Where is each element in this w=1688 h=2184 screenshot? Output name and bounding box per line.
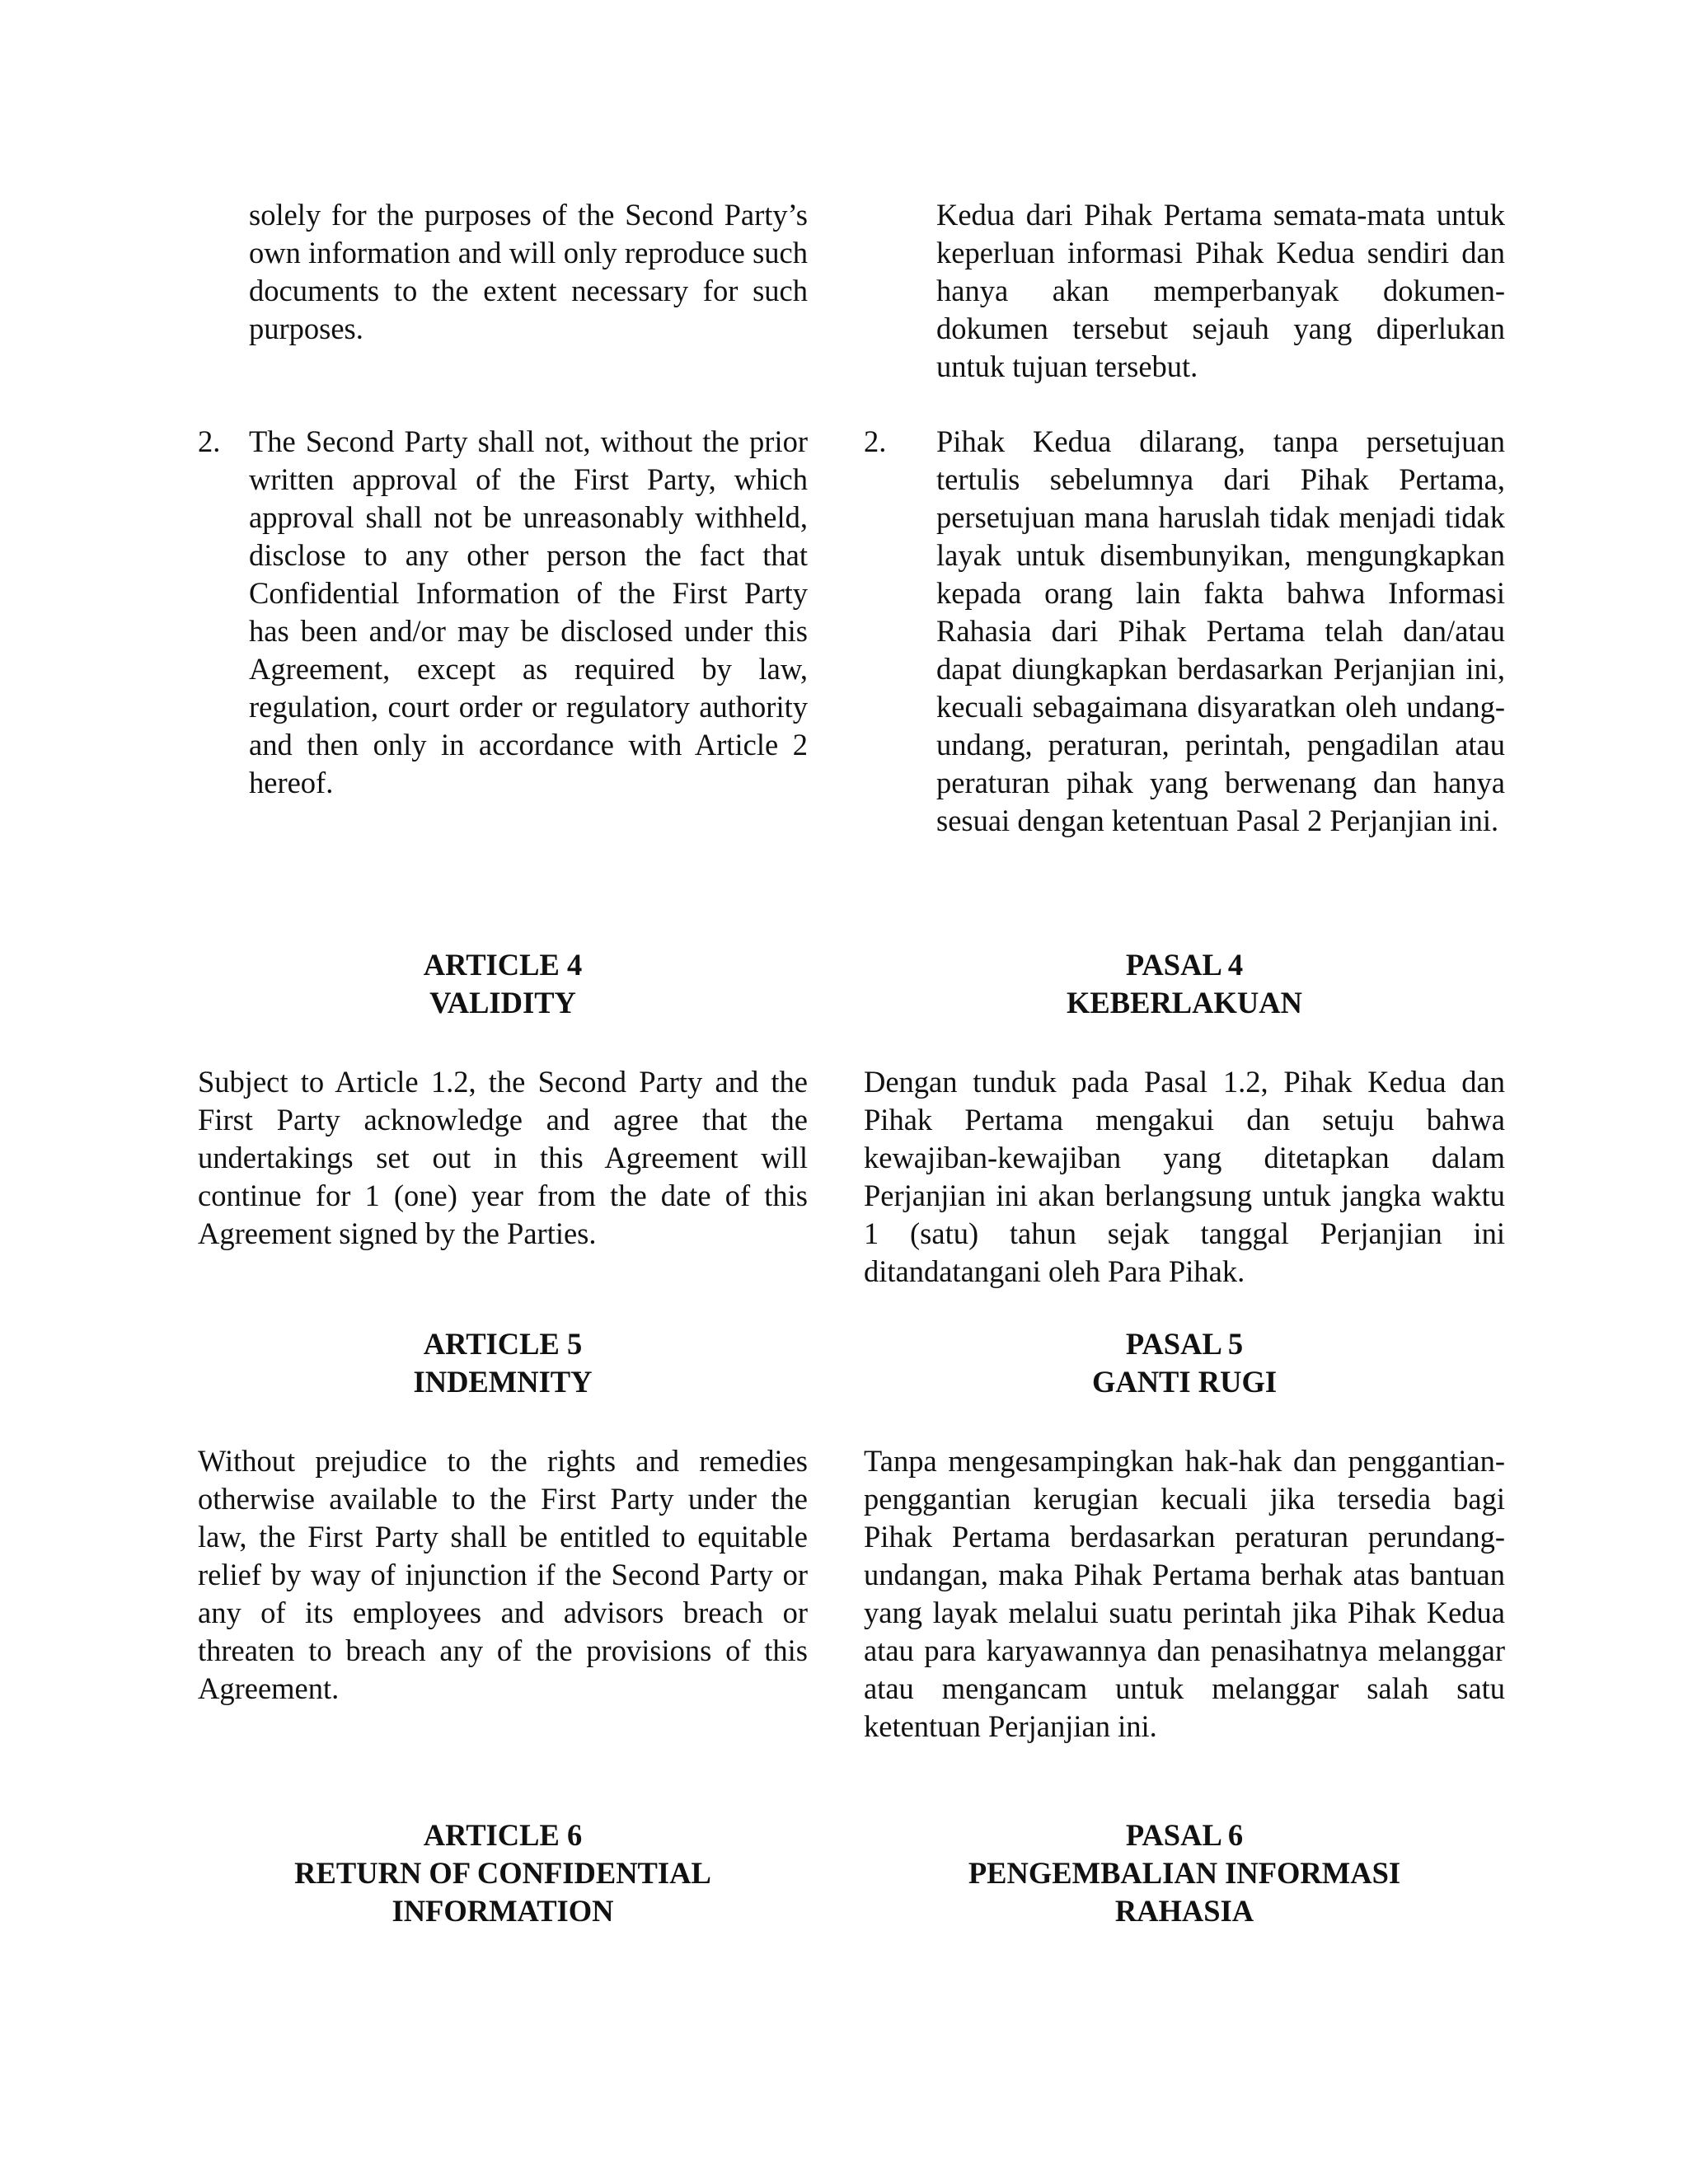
article-4-text-id: Dengan tunduk pada Pasal 1.2, Pihak Kedua dan Pihak Pertama mengakui dan setuju bahwa kewajiban-kewajiban yang ditetapkan dalam Perjanjian ini akan berlangsung untuk jangka waktu 1 (satu) tahun sejak tanggal Perjanjian ini ditandatangani oleh Para Pihak. <box>864 1065 1505 1288</box>
article-title-line-2: RAHASIA <box>1114 1894 1254 1928</box>
clause-number: 2. <box>198 424 221 458</box>
continued-paragraph-id: Kedua dari Pihak Pertama semata-mata untuk keperluan informasi Pihak Kedua sendiri dan hanya akan memperbanyak dokumen-dokumen tersebut sejauh yang diperlukan untuk tujuan tersebut. <box>936 198 1505 383</box>
clause-2-id <box>864 423 1505 840</box>
article-number: ARTICLE 4 <box>423 948 583 982</box>
clause-text: Pihak Kedua dilarang, tanpa persetujuan tertulis sebelumnya dari Pihak Pertama, persetujuan mana haruslah tidak menjadi tidak layak untuk disembunyikan, mengungkapkan kepada orang lain fakta bahwa Informasi Rahasia dari Pihak Pertama telah dan/atau dapat diungkapkan berdasarkan Perjanjian ini, kecuali sebagaimana disyaratkan oleh undang-undang, peraturan, perintah, pengadilan atau peraturan pihak yang berwenang dan hanya sesuai dengan ketentuan Pasal 2 Perjanjian ini. <box>936 424 1505 837</box>
article-number: ARTICLE 5 <box>423 1327 583 1361</box>
article-number: PASAL 5 <box>1125 1327 1244 1361</box>
article-5-heading-en <box>198 1325 808 1401</box>
article-5-text-en: Without prejudice to the rights and remedies otherwise available to the First Party under the law, the First Party shall be entitled to equitable relief by way of injunction if the Second Party or any of its employees and advisors breach or threaten to breach any of the provisions of this Agreement. <box>198 1444 808 1705</box>
article-5-heading-id <box>864 1325 1505 1401</box>
article-title: VALIDITY <box>429 986 576 1019</box>
article-title-line-1: PENGEMBALIAN INFORMASI <box>968 1856 1401 1890</box>
article-title-line-1: RETURN OF CONFIDENTIAL <box>294 1856 711 1890</box>
article-title: INDEMNITY <box>413 1365 593 1399</box>
article-title-line-2: INFORMATION <box>392 1894 614 1928</box>
article-4-heading-en <box>198 946 808 1022</box>
clause-text: The Second Party shall not, without the prior written approval of the First Party, which approval shall not be unreasonably withheld, disclose to any other person the fact that Confidential Information of the First Party has been and/or may be disclosed under this Agreement, except as required by law, regulation, court order or regulatory authority and then only in accordance with Article 2 hereof. <box>249 424 808 799</box>
clause-number: 2. <box>864 424 887 458</box>
article-6-heading-en <box>198 1816 808 1930</box>
article-5-text-id: Tanpa mengesampingkan hak-hak dan penggantian-penggantian kerugian kecuali jika tersedia bagi Pihak Pertama berdasarkan peraturan perundang-undangan, maka Pihak Pertama berhak atas bantuan yang layak melalui suatu perintah jika Pihak Kedua atau para karyawannya dan penasihatnya melanggar atau mengancam untuk melanggar salah satu ketentuan Perjanjian ini. <box>864 1444 1505 1743</box>
article-number: PASAL 4 <box>1125 948 1244 982</box>
article-6-heading-id <box>864 1816 1505 1930</box>
article-4-text-en: Subject to Article 1.2, the Second Party and the First Party acknowledge and agree that the undertakings set out in this Agreement will continue for 1 (one) year from the date of this Agreement signed by the Parties. <box>198 1065 808 1250</box>
article-4-heading-id <box>864 946 1505 1022</box>
article-number: ARTICLE 6 <box>423 1818 583 1852</box>
clause-2-en <box>198 423 808 802</box>
article-title: GANTI RUGI <box>1091 1365 1278 1399</box>
article-title: KEBERLAKUAN <box>1067 986 1302 1019</box>
continued-paragraph-en: solely for the purposes of the Second Party’s own information and will only reproduce such documents to the extent necessary for such purposes. <box>249 198 808 345</box>
article-number: PASAL 6 <box>1125 1818 1244 1852</box>
